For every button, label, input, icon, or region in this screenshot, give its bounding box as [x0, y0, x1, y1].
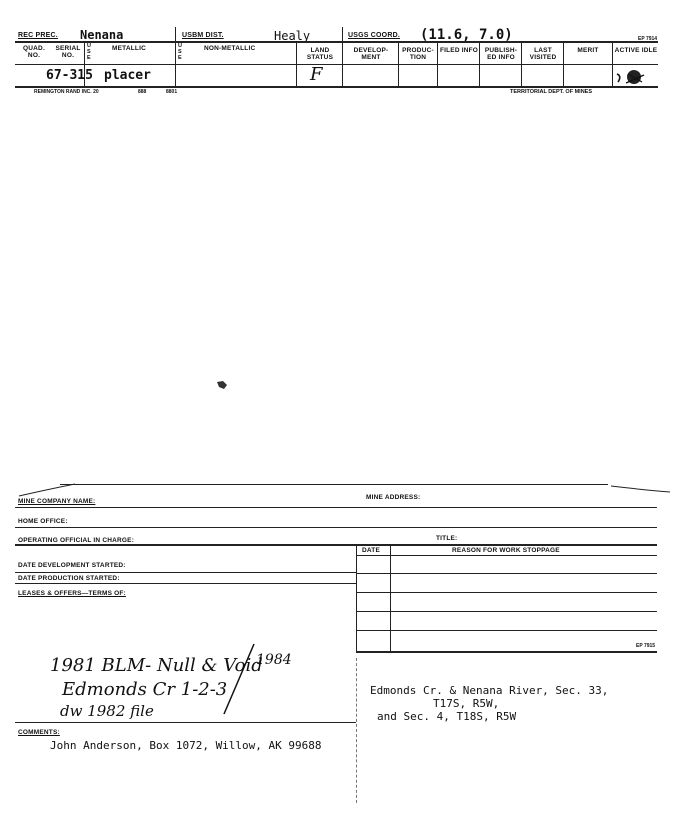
usbm-dist-label: USBM DIST.: [182, 32, 224, 39]
comments-value: John Anderson, Box 1072, Willow, AK 99688: [50, 739, 322, 752]
bottom-card-edge: [15, 480, 675, 500]
table-rule: [356, 611, 657, 612]
col-production: PRODUC- TION: [402, 47, 434, 61]
location-line3: and Sec. 4, T18S, R5W: [377, 710, 517, 723]
table-rule: [356, 573, 657, 574]
footer-code-2: 8801: [166, 89, 178, 95]
row-rule: [15, 572, 356, 573]
handwritten-note-year: 1984: [256, 652, 292, 668]
top-vline: [479, 42, 480, 86]
top-vline: [437, 42, 438, 86]
col-serial-no: SERIAL NO.: [55, 45, 81, 59]
rec-prec-label: REC PREC.: [18, 32, 58, 39]
footer-code-1: 888: [138, 89, 147, 95]
usgs-coord-label: USGS COORD.: [348, 32, 400, 39]
dev-started-label: DATE DEVELOPMENT STARTED:: [18, 562, 126, 569]
col-quad-no: QUAD. NO.: [23, 45, 45, 59]
top-rule-2: [15, 64, 658, 65]
row-rule: [15, 583, 356, 584]
metallic-value: placer: [104, 68, 151, 83]
ink-speck: [215, 378, 233, 392]
row-rule: [15, 544, 657, 546]
col-last-visited: LAST VISITED: [529, 47, 557, 61]
footer-left: REMINGTON RAND INC. 20: [34, 89, 99, 95]
prod-started-label: DATE PRODUCTION STARTED:: [18, 575, 120, 582]
col-metallic: METALLIC: [112, 45, 146, 52]
top-rule-3: [15, 86, 658, 88]
bottom-form-number: EP 7915: [636, 643, 656, 649]
location-line2: T17S, R5W,: [433, 697, 500, 710]
top-vline: [342, 27, 343, 86]
top-rule-1: [15, 41, 658, 43]
handwritten-note-line2: Edmonds Cr 1-2-3: [62, 679, 228, 700]
mine-address-label: MINE ADDRESS:: [366, 494, 421, 501]
rec-prec-value: Nenana: [80, 28, 124, 42]
handwritten-note-line1: 1981 BLM- Null & Void: [50, 655, 263, 676]
title-label: TITLE:: [436, 535, 458, 542]
card-divider: [356, 658, 357, 803]
serial-value: 67-315: [46, 68, 93, 83]
table-rule: [356, 555, 657, 556]
top-form-number: EP 7914: [638, 36, 658, 42]
col-active-idle: ACTIVE IDLE: [614, 47, 658, 54]
comments-label: COMMENTS:: [18, 729, 60, 736]
col-land-status: LAND STATUS: [306, 47, 334, 61]
land-status-value: F: [310, 64, 323, 85]
col-use-metallic: U S E: [87, 43, 92, 61]
top-vline: [521, 42, 522, 86]
reason-column-header: REASON FOR WORK STOPPAGE: [452, 547, 560, 554]
top-vline: [296, 42, 297, 86]
usgs-coord-value: (11.6, 7.0): [420, 27, 513, 43]
top-vline: [175, 27, 176, 86]
date-column-header: DATE: [362, 547, 381, 554]
mine-company-label: MINE COMPANY NAME:: [18, 498, 96, 505]
active-idle-mark: [612, 66, 652, 88]
top-vline: [563, 42, 564, 86]
table-vline-left: [356, 544, 357, 652]
usbm-dist-value: Healy: [274, 29, 311, 43]
table-rule: [356, 630, 657, 631]
col-use-nonmetallic: U S E: [178, 43, 183, 61]
col-nonmetallic: NON-METALLIC: [204, 45, 256, 52]
leases-label: LEASES & OFFERS—TERMS OF:: [18, 590, 126, 597]
row-rule: [15, 527, 657, 528]
col-development: DEVELOP- MENT: [353, 47, 389, 61]
row-rule: [15, 722, 356, 723]
col-published-info: PUBLISH- ED INFO: [484, 47, 518, 61]
table-vline-date: [390, 544, 391, 652]
col-merit: MERIT: [577, 47, 599, 54]
footer-right: TERRITORIAL DEPT. OF MINES: [510, 89, 592, 95]
table-rule: [356, 592, 657, 593]
row-rule: [15, 507, 657, 508]
operating-official-label: OPERATING OFFICIAL IN CHARGE:: [18, 537, 135, 544]
handwritten-note-line3: dw 1982 file: [60, 702, 154, 720]
home-office-label: HOME OFFICE:: [18, 518, 68, 525]
col-filed-info: FILED INFO: [439, 47, 479, 54]
table-rule: [356, 651, 657, 653]
location-line1: Edmonds Cr. & Nenana River, Sec. 33,: [370, 684, 609, 697]
